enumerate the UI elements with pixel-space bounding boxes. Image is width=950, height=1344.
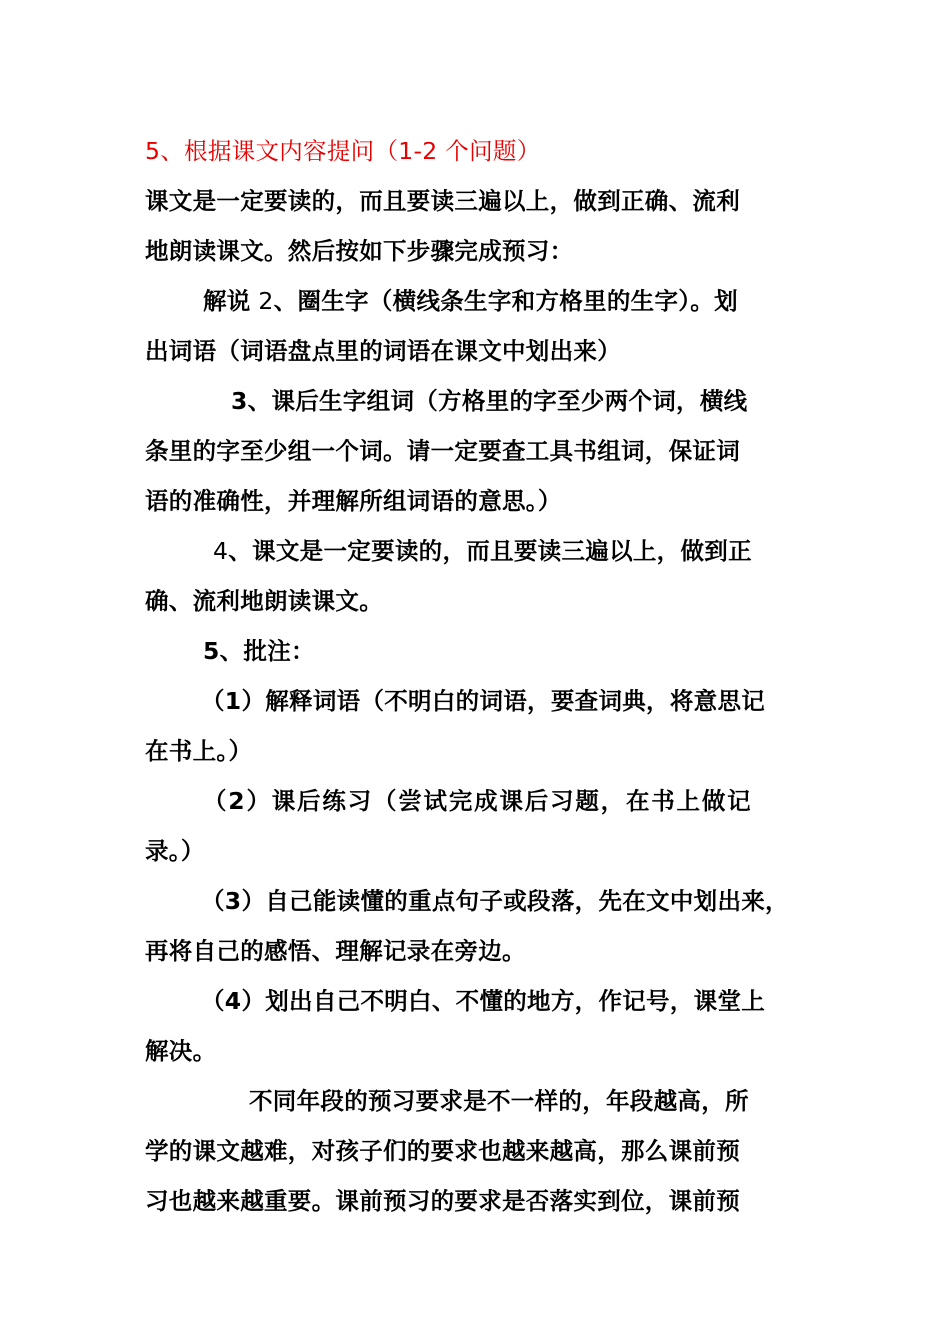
closing-line-2: 学的课文越难，对孩子们的要求也越来越高，那么课前预: [145, 1137, 740, 1165]
step-2-prefix: 解说: [203, 287, 251, 315]
step-5-title: 5、批注：: [203, 637, 315, 665]
step-4-text: 、课文是一定要读的，而且要读三遍以上，做到正: [228, 537, 752, 565]
step-4-line-2: 确、流利地朗读课文。: [145, 587, 383, 615]
step-2-line-2: 出词语（词语盘点里的词语在课文中划出来）: [145, 337, 621, 365]
annotation-item-3-line-1: （3）自己能读懂的重点句子或段落，先在文中划出来，: [201, 887, 789, 915]
annotation-item-2-line-2: 录。）: [145, 837, 205, 865]
closing-line-1: 不同年段的预习要求是不一样的，年段越高，所: [249, 1087, 749, 1115]
annotation-item-2-line-1: （2）课后练习（尝试完成课后习题，在书上做记: [203, 787, 753, 815]
step-3-line-3: 语的准确性，并理解所组词语的意思。）: [145, 487, 562, 515]
annotation-item-4-line-2: 解决。: [145, 1037, 217, 1065]
step-2-number: 2: [250, 287, 274, 315]
step-2-line-1: [203, 286, 738, 316]
step-2-text: 、圈生字（横线条生字和方格里的生字）。划: [273, 287, 738, 315]
step-4-number: 4: [213, 537, 229, 565]
step-3-line-2: 条里的字至少组一个词。请一定要查工具书组词，保证词: [145, 437, 740, 465]
annotation-item-3-line-2: 再将自己的感悟、理解记录在旁边。: [145, 937, 526, 965]
step-3-line-1: 3、课后生字组词（方格里的字至少两个词，横线: [231, 387, 748, 415]
closing-line-3: 习也越来越重要。课前预习的要求是否落实到位，课前预: [145, 1187, 740, 1215]
annotation-item-1-line-2: 在书上。）: [145, 737, 253, 765]
intro-line-1: 课文是一定要读的，而且要读三遍以上，做到正确、流利: [145, 187, 740, 215]
intro-line-2: 地朗读课文。然后按如下步骤完成预习：: [145, 237, 574, 265]
section-heading: 5、根据课文内容提问（1-2 个问题）: [145, 137, 541, 165]
annotation-item-4-line-1: （4）划出自己不明白、不懂的地方，作记号，课堂上: [201, 987, 766, 1015]
annotation-item-1-line-1: （1）解释词语（不明白的词语，要查词典，将意思记: [201, 687, 766, 715]
step-4-line-1: [213, 536, 752, 566]
